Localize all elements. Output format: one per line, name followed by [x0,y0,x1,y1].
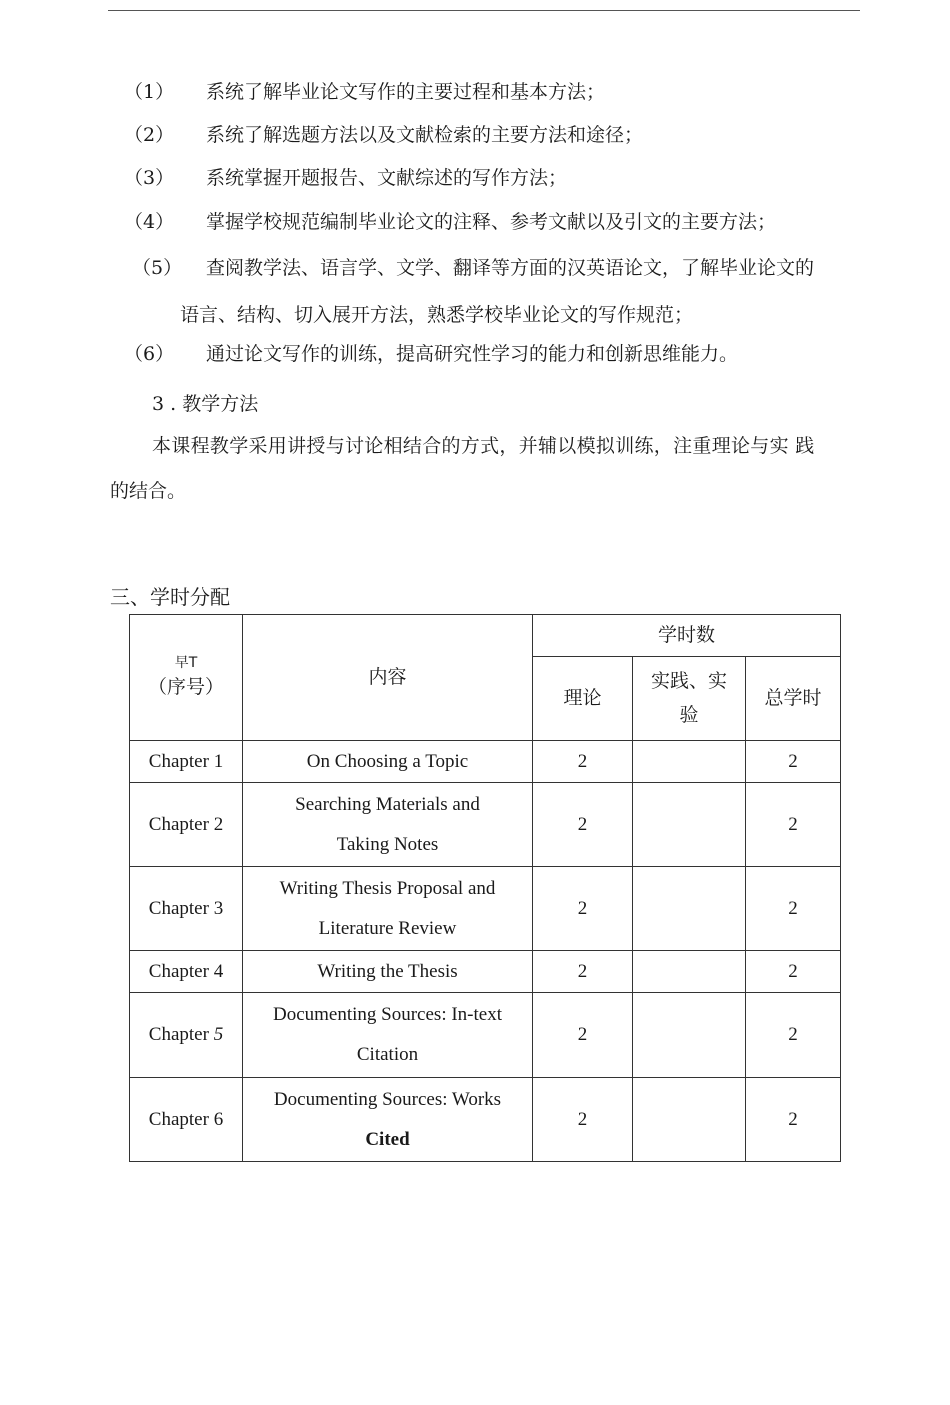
objective-text: 查阅教学法、语言学、文学、翻译等方面的汉英语论文，了解毕业论文的 [206,257,815,279]
content-line2: Literature Review [318,917,457,939]
header-seq [130,615,243,741]
content-line2: Cited [365,1128,410,1150]
header-practice-line1: 实践、实 [650,670,727,692]
teaching-method-body-line2: 的结合。 [110,480,187,502]
objective-number: （6） [124,343,175,365]
content-line2: Citation [356,1044,419,1065]
content-line1: Documenting Sources: In-text [272,1004,502,1025]
theory-cell: 2 [533,1078,633,1162]
content-cell [243,783,533,867]
header-theory: 理论 [533,657,633,741]
practice-cell [633,783,746,867]
objective-number: （4） [124,211,175,233]
content-line1: Writing the Thesis [317,960,458,982]
content-line2: Taking Notes [336,833,439,855]
chapter-cell [130,1078,243,1162]
chapter-number: 3 [213,897,224,919]
table-row [130,867,841,951]
chapter-cell [130,867,243,951]
chapter-cell [130,741,243,783]
chapter-word: Chapter [148,897,209,919]
objective-number: （2） [124,124,175,146]
header-total: 总学时 [746,657,841,741]
table-row [130,1078,841,1162]
chapter-number: 5 [213,1024,224,1045]
objective-number: （3） [124,167,175,189]
content-cell [243,741,533,783]
objective-number: （1） [124,81,175,103]
chapter-number: 1 [213,750,224,772]
theory-cell: 2 [533,951,633,993]
header-hours: 学时数 [533,615,841,657]
total-cell: 2 [746,867,841,951]
header-rule [108,10,860,11]
objective-text: 系统了解选题方法以及文献检索的主要方法和途径； [206,124,644,146]
chapter-cell [130,993,243,1078]
header-practice [633,657,746,741]
teaching-method-heading: 3 . 教学方法 [152,393,259,415]
total-cell: 2 [746,741,841,783]
content-line1: Writing Thesis Proposal and [279,877,496,899]
practice-cell [633,741,746,783]
content-cell [243,1078,533,1162]
chapter-number: 6 [213,1108,224,1130]
theory-cell: 2 [533,741,633,783]
header-content: 内容 [243,615,533,741]
objective-text-continuation: 语言、结构、切入展开方法，熟悉学校毕业论文的写作规范； [180,304,694,326]
total-cell: 2 [746,951,841,993]
chapter-number: 4 [213,960,224,982]
objective-number: （5） [132,257,183,279]
content-cell [243,951,533,993]
table-row [130,783,841,867]
practice-cell [633,951,746,993]
content-line1: Searching Materials and [295,793,480,815]
theory-cell: 2 [533,993,633,1078]
chapter-cell [130,951,243,993]
total-cell: 2 [746,783,841,867]
chapter-word: Chapter [148,750,209,772]
objective-text: 掌握学校规范编制毕业论文的注释、参考文献以及引文的主要方法； [206,211,777,233]
header-seq-top: 早T [174,654,198,671]
chapter-word: Chapter [148,960,209,982]
practice-cell [633,993,746,1078]
objective-text: 系统了解毕业论文写作的主要过程和基本方法； [206,81,606,103]
theory-cell: 2 [533,867,633,951]
chapter-number: 2 [213,813,224,835]
header-practice-line2: 验 [679,704,699,726]
header-seq-bottom: （序号） [147,676,224,698]
table-header-row-1 [130,615,841,657]
table-row [130,741,841,783]
chapter-word: Chapter [148,813,209,835]
chapter-word: Chapter [148,1108,209,1130]
theory-cell: 2 [533,783,633,867]
content-line1: On Choosing a Topic [306,750,469,772]
chapter-cell [130,783,243,867]
table-row [130,993,841,1078]
objective-text: 系统掌握开题报告、文献综述的写作方法； [206,167,568,189]
objective-text: 通过论文写作的训练，提高研究性学习的能力和创新思维能力。 [206,343,739,365]
section-title: 三、学时分配 [110,585,230,609]
practice-cell [633,1078,746,1162]
hours-table [129,614,841,1162]
teaching-method-body-line1: 本课程教学采用讲授与讨论相结合的方式，并辅以模拟训练，注重理论与实 践 [152,435,815,457]
chapter-word: Chapter [148,1024,209,1045]
content-line1: Documenting Sources: Works [273,1088,502,1110]
total-cell: 2 [746,1078,841,1162]
table-row [130,951,841,993]
total-cell: 2 [746,993,841,1078]
content-cell [243,993,533,1078]
content-cell [243,867,533,951]
practice-cell [633,867,746,951]
